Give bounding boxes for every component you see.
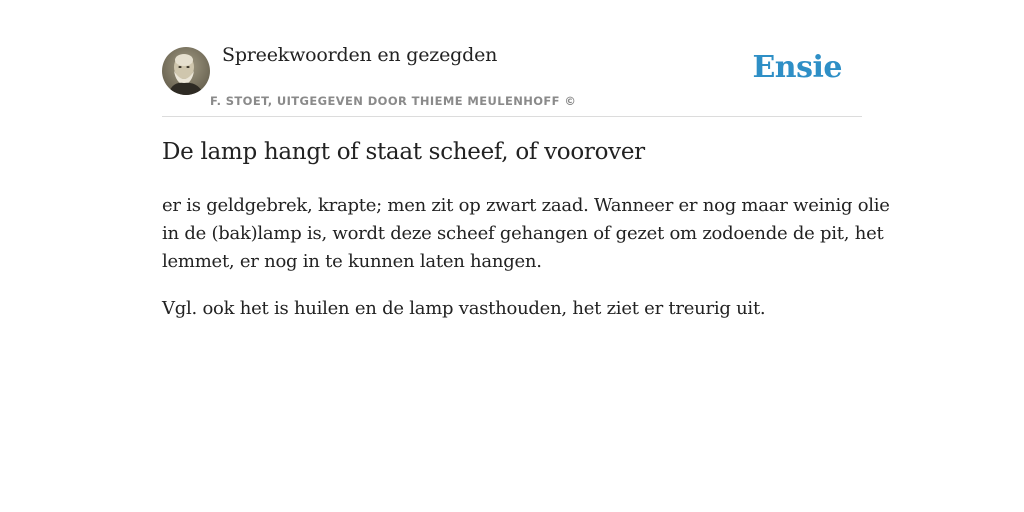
source-title-link[interactable]: Spreekwoorden en gezegden	[222, 44, 498, 66]
publisher-credit: F. STOET, UITGEGEVEN DOOR THIEME MEULENHOFF ©	[210, 94, 577, 108]
entry-definition	[162, 192, 890, 276]
definition-line: er is geldgebrek, krapte; men zit op zwart zaad. Wanneer er nog maar weinig olie	[162, 195, 890, 216]
entry-title: De lamp hangt of staat scheef, of voorover	[162, 139, 645, 165]
definition-line: lemmet, er nog in te kunnen laten hangen.	[162, 251, 542, 272]
author-portrait-icon[interactable]	[162, 47, 210, 95]
content-container	[162, 0, 890, 319]
source-header	[162, 0, 862, 117]
ensie-logo-link[interactable]: Ensie	[752, 50, 842, 85]
definition-line: in de (bak)lamp is, wordt deze scheef gehangen of gezet om zodoende de pit, het	[162, 223, 884, 244]
entry-reference: Vgl. ook het is huilen en de lamp vasthouden, het ziet er treurig uit.	[162, 298, 766, 319]
